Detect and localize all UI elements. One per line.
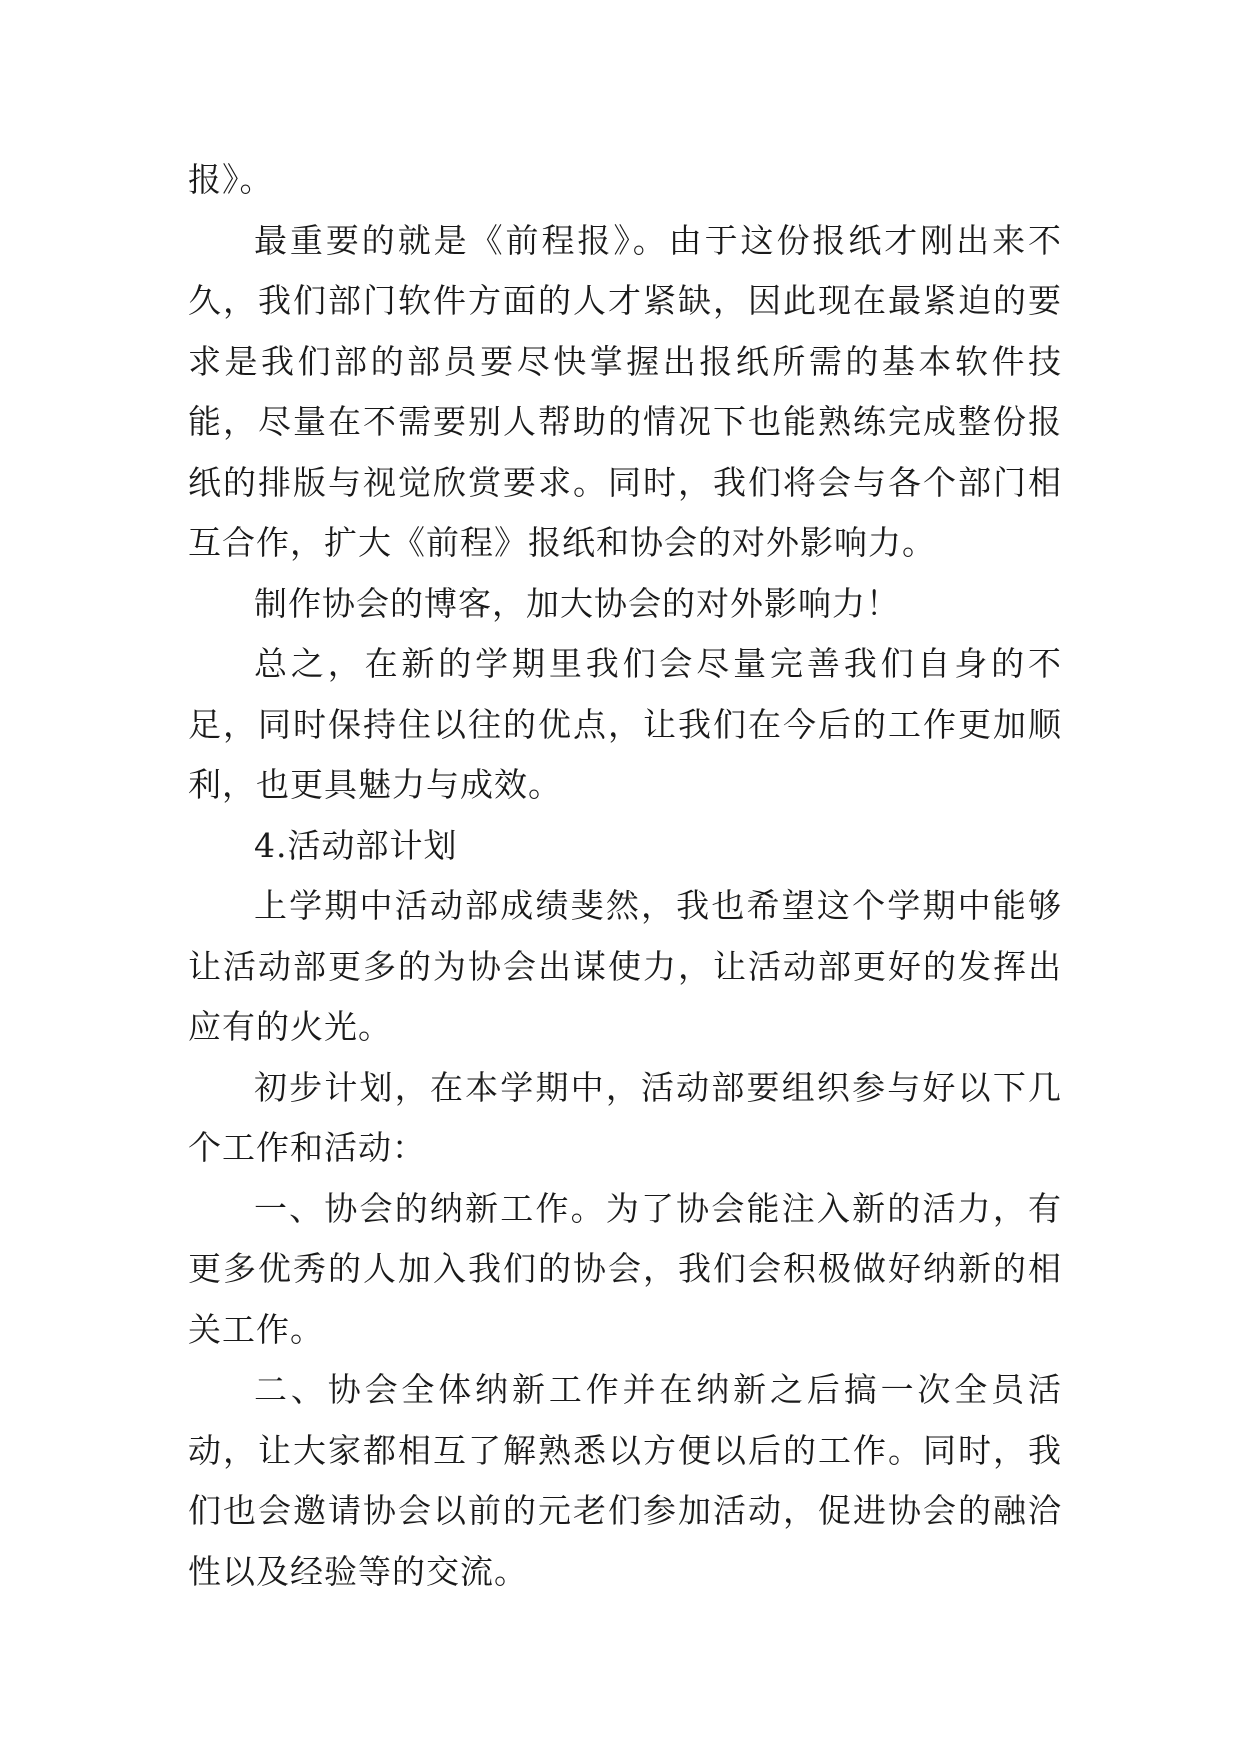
paragraph-blog: 制作协会的博客，加大协会的对外影响力！ bbox=[254, 583, 900, 623]
section-heading-activity-dept: 4.活动部计划 bbox=[254, 825, 458, 865]
paragraph-qiancheng-newspaper: 最重要的就是《前程报》。由于这份报纸才刚出来不久，我们部门软件方面的人才紧缺，因此现在最紧迫的要求是我们部的部员要尽快掌握出报纸所需的基本软件技能，尽量在不需要别人帮助的情况下也能熟练完成整份报纸的排版与视觉欣赏要求。同时，我们将会与各个部门相互合作，扩大《前程》报纸和协会的对外影响力。 bbox=[188, 220, 1062, 562]
list-item-recruitment: 一、协会的纳新工作。为了协会能注入新的活力，有更多优秀的人加入我们的协会，我们会积极做好纳新的相关工作。 bbox=[188, 1188, 1062, 1349]
paragraph-summary: 总之，在新的学期里我们会尽量完善我们自身的不足，同时保持住以往的优点，让我们在今后的工作更加顺利，也更具魅力与成效。 bbox=[188, 644, 1062, 804]
list-item-all-member-activity: 二、协会全体纳新工作并在纳新之后搞一次全员活动，让大家都相互了解熟悉以方便以后的工作。同时，我们也会邀请协会以前的元老们参加活动，促进协会的融洽性以及经验等的交流。 bbox=[188, 1370, 1062, 1591]
paragraph-preliminary-plan: 初步计划，在本学期中，活动部要组织参与好以下几个工作和活动： bbox=[188, 1067, 1062, 1167]
paragraph-activity-intro: 上学期中活动部成绩斐然，我也希望这个学期中能够让活动部更多的为协会出谋使力，让活动部更好的发挥出应有的火光。 bbox=[188, 886, 1062, 1046]
paragraph-continuation: 报》。 bbox=[188, 160, 274, 199]
document-body bbox=[188, 150, 1062, 1602]
